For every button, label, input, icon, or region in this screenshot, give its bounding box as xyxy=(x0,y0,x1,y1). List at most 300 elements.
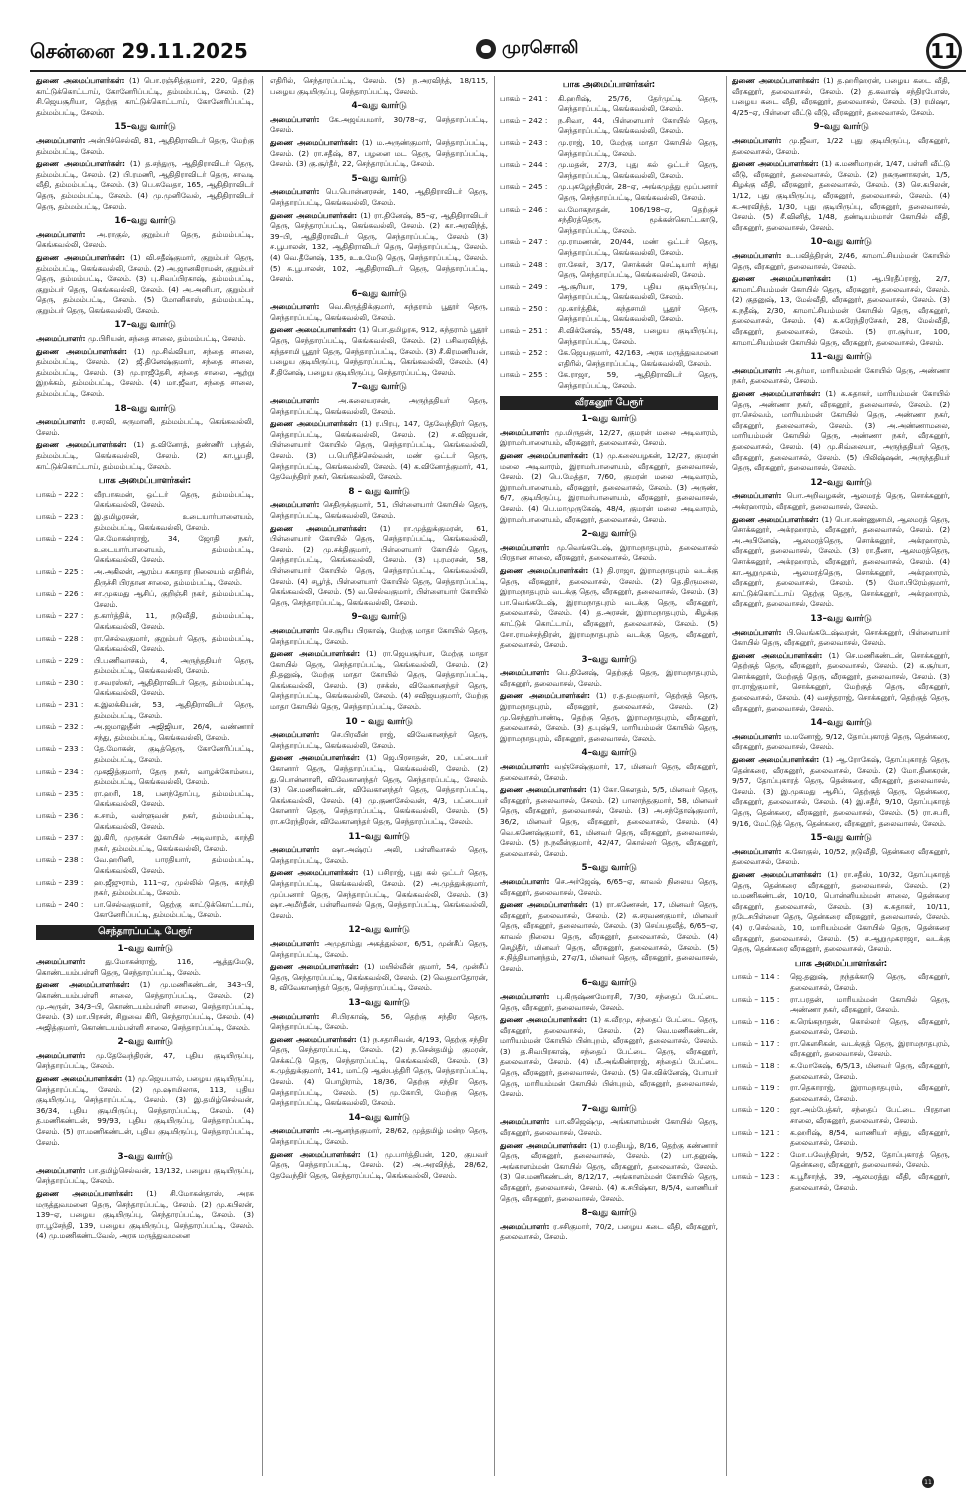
booth-person: த.கார்த்திக், 11, நடுவீதி, தம்மம்பட்டி, கெங்கவல்லி, சேலம். xyxy=(94,611,254,631)
booth-number: பாகம் – 114 : xyxy=(732,972,780,982)
member-entry xyxy=(270,626,488,647)
member-entry xyxy=(500,1222,718,1243)
booth-number: பாகம் – 225 : xyxy=(36,566,84,576)
booth-person: மு.மதன், 27/3, புது கல் ஒட்டர் தெரு, செந்தாரப்பட்டி, கெங்கவல்லி, சேலம். xyxy=(558,160,718,180)
booth-person: கே.ராஜா, 59, ஆதிதிராவிடர் தெரு, செந்தாரப்பட்டி, சேலம். xyxy=(558,370,718,391)
ward-heading: 8 – வது வார்டு xyxy=(348,486,410,497)
ward-heading: 4–வது வார்டு xyxy=(581,748,637,759)
section-banner: செந்தாரப்பட்டி பேரூர் xyxy=(36,925,254,940)
booth-person: சு.மோகேஷ், 6/5/13, மினவர் தெரு, வீரகனூர், தலைவாசல், சேலம். xyxy=(790,1061,950,1081)
booth-person: கி.ஹரிஷ், 25/76, தேர்முட்டி தெரு, செந்தாரப்பட்டி, கெங்கவல்லி, சேலம். xyxy=(558,93,718,114)
booth-number: பாகம் – 224 : xyxy=(36,534,84,544)
entry-text: அ.ஆனந்தகுமார், 28/62, முத்தமிழ் மன்ற தெரு, செந்தாரப்பட்டி, சேலம். xyxy=(270,1126,488,1147)
member-entry xyxy=(500,1015,718,1100)
ward-heading: 18–வது வார்டு xyxy=(114,403,176,414)
member-entry xyxy=(500,566,718,651)
booth-number: பாகம் – 255 : xyxy=(500,370,548,380)
booth-entry xyxy=(732,1017,950,1038)
booth-number: பாகம் – 252 : xyxy=(500,348,548,358)
role-label: அமைப்பாளர்: xyxy=(36,957,86,967)
member-entry xyxy=(36,1189,254,1242)
booth-person: ஜெ.தனுஷ், நந்தக்காடு தெரு, வீரகனூர், தலைவாசல், சேலம். xyxy=(790,972,950,992)
role-label: அமைப்பாளர்: xyxy=(732,627,782,637)
entry-text: (1) ரா.ஜெயசூர்யா, மேற்கு மாதா கோயில் தெரு, செந்தாரப்பட்டி, கெங்கவல்லி, சேலம். (2) தி.தனுஷ், மேற்கு மாதா கோயில் தெரு, செந்தாரப்பட்டி, கெங்கவல்லி, சேலம். (3) ரசக்ஸ், விவேகானந்தர் தெரு, செந்தாரப்பட்டி, கெங்கவல்லி, சேலம். (4) சவிஜயகுமார், மேற்கு மாதா கோயில் தெரு, செந்தாரப்பட்டி, சேலம். xyxy=(270,649,488,712)
entry-text: (1) கோ.கௌதம், 5/5, மினவர் தெரு, வீரகனூர், தலைவாசல், சேலம். (2) பாலாந்தகுமார், 58, மினவர் தெரு, வீரகனூர், தலைவாசல், சேலம். (3) அ.சந்தோஷ்குமார், 36/2, மினவர் தெரு, வீரகனூர், தலைவாசல், சேலம். (4) வெ.கணேஷ்குமார், 61, மினவர் தெரு, வீரகனூர், தலைவாசல், சேலம். (5) ந.நவீன்குமார், 42/47, கொல்லர் தெரு, வீரகனூர், தலைவாசல், சேலம். xyxy=(500,785,718,858)
member-entry xyxy=(270,302,488,323)
role-label: அமைப்பாளர்: xyxy=(270,302,320,312)
role-label: துணை அமைப்பாளர்கள்: xyxy=(270,523,367,533)
role-label: துணை அமைப்பாளர்கள்: xyxy=(500,900,588,910)
booth-entry xyxy=(500,138,718,159)
booth-person: சி.விக்னேஷ், 55/48, பழைய குடியிருப்பு, செந்தாரப்பட்டி, சேலம். xyxy=(558,326,718,346)
member-entry xyxy=(36,347,254,400)
member-entry xyxy=(36,76,254,118)
booth-number: பாகம் – 241 : xyxy=(500,93,548,103)
role-label: அமைப்பாளர்: xyxy=(732,731,782,741)
booth-number: பாகம் – 234 : xyxy=(36,766,84,776)
member-entry xyxy=(270,845,488,866)
role-label: அமைப்பாளர்: xyxy=(732,491,782,501)
booth-number: பாகம் – 227 : xyxy=(36,611,84,621)
ward-heading: 9–வது வார்டு xyxy=(351,612,407,623)
booth-person: மோ.பவேந்திரன், 9/52, தோப்புகாரத் தெரு, தென்கரை, வீரகனூர், தலைவாசல், சேலம். xyxy=(790,1149,950,1170)
booth-person: அ.அகிலன், ஆரம்ப சுகாதார நிலையம் எதிரில், திருச்சி பிரதான சாலை, தம்மம்பட்டி, சேலம். xyxy=(94,566,254,587)
role-label: அமைப்பாளர்: xyxy=(732,846,782,856)
booth-entry xyxy=(36,678,254,699)
entry-text: (1) ர.த.தமகுமார், தெற்குத் தெரு, இராமநாதபுரம், வீரகனூர், தலைவாசல், சேலம். (2) மு.செந்தூர்பாண்டி, தெற்கு தெரு, இராமநாதபுரம், வீரகனூர், தலைவாசல், சேலம். (3) த.புஷ்பி, மாரியம்மன் கோயில் தெரு, இராமநாதபுரம், வீரகனூர், தலைவாசல், சேலம். xyxy=(500,691,718,743)
member-entry xyxy=(500,1141,718,1205)
header-date: சென்னை 29.11.2025 xyxy=(30,38,248,63)
entry-text: (1) மு.கலையழகன், 12/27, குமரன் மலை அடிவாரம், இராமர்பாளையம், வீரகனூர், தலைவாசல், சேலம். (2) பெ.மேத்தா, 7/60, குமரன் மலை அடிவாரம், இராமர்பாளையம், வீரகனூர், தலைவாசல், சேலம். (3) அருண், 6/7, குடியிருப்பு, இராமர்பாளையம், வீரகனூர், தலைவாசல், சேலம். (4) பெ.மாமுருகேஷ், 48/4, குமரன் மலை அடிவாரம், இராமர்பாளையம், வீரகனூர், தலைவாசல், சேலம். xyxy=(500,451,718,524)
entry-text: ர.சசிகுமார், 70/2, பழைய கடை வீதி, வீரகனூர், தலைவாசல், சேலம். xyxy=(500,1221,718,1242)
booth-person: பா.செல்வகுமார், தெற்கு காட்டுக்கொட்டாய், கோனேரிப்பட்டி, தம்மம்பட்டி, சேலம். xyxy=(94,899,254,920)
role-label: துணை அமைப்பாளர்கள்: xyxy=(732,869,822,879)
booth-person: அ.ஜமாலுதீன் அஜிஜியா, 26/4, வண்ணார் சந்து, தம்மம்பட்டி, கெங்கவல்லி, சேலம். xyxy=(94,722,254,742)
entry-text: மு.வெங்கடேஷ், இராமநாதபுரம், தலைவாசல் பிரதான சாலை, வீரகனூர், தலைவாசல், சேலம். xyxy=(500,542,718,563)
member-entry xyxy=(270,419,488,483)
masthead xyxy=(476,38,579,60)
entry-text: (1) க.சுதாகர், மாரியம்மன் கோயில் தெரு, அண்ணா நகர், வீரகனூர், தலைவாசல், சேலம். (2) ரா.செல்வம், மாரியம்மன் கோயில் தெரு, அண்ணா நகர், வீரகனூர், தலைவாசல், சேலம். (3) அ.அண்ணாமலை, மாரியம்மன் கோயில் தெரு, அண்ணா நகர், வீரகனூர், தலைவாசல், சேலம். (4) மு.சிவ்லையா, அருந்ததியர் தெரு, வீரகனூர், தலைவாசல், சேலம். (5) பிலிஷ்ஷன், அருந்ததியர் தெரு, வீரகனூர், தலைவாசல், சேலம். xyxy=(732,389,950,473)
booth-number: பாகம் – 235 : xyxy=(36,788,84,798)
booth-entry xyxy=(500,237,718,258)
entry-text: சி.பிரகாஷ், 56, தெற்கு சந்திர தெரு, செந்தாரப்பட்டி, சேலம். xyxy=(270,1011,488,1032)
entry-text: (1) செ.மணிகண்டன், சொக்கனூர், தெற்குத் தெரு, வீரகனூர், தலைவாசல், சேலம். (2) க.சூர்யா, சொக்கனூர், மேற்குத் தெரு, வீரகனூர், தலைவாசல், சேலம். (3) ரா.ராஜ்குமார், சொக்கனூர், மேற்குத் தெரு, வீரகனூர், தலைவாசல், சேலம். (4) வசந்தராஜ், சொக்கனூர், தெற்குத் தெரு, வீரகனூர், தலைவாசல், சேலம். xyxy=(732,650,950,713)
entry-text: எதிரில், செந்தாரப்பட்டி, சேலம். (5) ந.அரவிந்த், 18/115, பழைய குடியிருப்பு, செந்தாரப்பட்டி, சேலம். xyxy=(270,76,488,96)
entry-text: (1) ஆ.ரோகேஷ், தோப்புகாரத் தெரு, தென்கரை, வீரகனூர், தலைவாசல், சேலம். (2) மோ.தினகரன், 9/57, தோப்புகாரத் தெரு, தென்கரை, வீரகனூர், தலைவாசல், சேலம். (3) இ.முகமது ஆசிப், தெற்குத் தெரு, தென்கரை, வீரகனூர், தலைவாசல், சேலம். (4) இ.சதீர், 9/10, தோப்புகாரத் தெரு, தென்கரை, வீரகனூர், தலைவாசல், சேலம். (5) ரா.சபரி, 9/16, மேட்டுத் தெரு, தென்கரை, வீரகனூர், தலைவாசல், சேலம். xyxy=(732,755,950,828)
entry-text: (1) ரா.முத்துக்குமரன், 61, பிள்ளையார் கோயில் தெரு, செந்தாரப்பட்டி, கெங்கவல்லி, சேலம். (2) மு.சக்திகுமார், பிள்ளையார் கோயில் தெரு, செந்தாரப்பட்டி, கெங்கவல்லி, சேலம். (3) பு.ரமரசன், 58, பிள்ளையார் கோயில் தெரு, செந்தாரப்பட்டி, கெங்கவல்லி, சேலம். (4) சபூர்த், பிள்ளையார் கோயில் தெரு, செந்தாரப்பட்டி, கெங்கவல்லி, சேலம். (5) வ.செல்வகுமார், பிள்ளையார் கோயில் தெரு, செந்தாரப்பட்டி, கெங்கவல்லி, சேலம். xyxy=(270,523,488,607)
entry-text: பா.வீஜெஷ்மு, அங்காளம்மன் கோயில் தெரு, வீரகனூர், தலைவாசல், சேலம். xyxy=(500,1117,718,1138)
member-entry xyxy=(732,755,950,829)
ward-heading: 15–வது வார்டு xyxy=(114,122,176,133)
entry-text: ம.மனோஜ், 9/12, தோப்புகாரத் தெரு, தென்கரை, வீரகனூர், தலைவாசல், சேலம். xyxy=(732,731,950,752)
ward-heading: 13–வது வார்டு xyxy=(810,613,872,624)
role-label: அமைப்பாளர்: xyxy=(732,365,782,375)
booth-entry xyxy=(36,789,254,810)
booth-entry xyxy=(732,1105,950,1126)
member-entry xyxy=(732,870,950,955)
booth-entry xyxy=(732,972,950,993)
booth-number: பாகம் – 118 : xyxy=(732,1061,780,1071)
entry-text: (1) ரா.தினேஷ், 85–ஏ, ஆதிதிராவிடர் தெரு, செந்தாரப்பட்டி, கெங்கவல்லி, சேலம். (2) கா.அரவிந்த், 39–பி, ஆதிதிராவிடர் தெரு, செந்தாரப்பட்டி, சேலம் (3) ச.பூபாலன், 132, ஆதிதிராவிடர் தெரு, செந்தாரப்பட்டி, சேலம். (4) வெ.தீனேஷ், 135, உ.உமேடு தெரு, செந்தாரப்பட்டி, சேலம். (5) சு.பூபாலன், 102, ஆதிதிராவிடர் தெரு, செந்தாரப்பட்டி, சேலம். xyxy=(270,210,488,284)
member-entry xyxy=(270,76,488,97)
member-entry xyxy=(270,1035,488,1109)
booth-entry xyxy=(732,1083,950,1104)
column-2 xyxy=(270,76,488,1476)
booth-number: பாகம் – 240 : xyxy=(36,899,84,909)
ward-heading: 12–வது வார்டு xyxy=(348,925,410,936)
booth-number: பாகம் – 122 : xyxy=(732,1149,780,1159)
member-entry xyxy=(500,668,718,689)
booth-number: பாகம் – 236 : xyxy=(36,811,84,820)
member-entry xyxy=(36,417,254,438)
entry-text: அ.தர்மா, மாரியம்மன் கோயில் தெரு, அண்ணா நகர், தலைவாசல், சேலம். xyxy=(732,365,950,386)
entry-text: ர.சரவி, சுருமானி, தம்மம்பட்டி, கெங்கவல்லி, சேலம். xyxy=(36,417,254,437)
booth-person: ரா.ஹரி, 18, பனந்தோப்பு, தம்மம்பட்டி, கெங்கவல்லி, சேலம். xyxy=(94,788,254,809)
booth-entry xyxy=(36,490,254,511)
entry-text: து.மோகன்ராஜ், 116, ஆத்துமேடு, கொண்டயம்பள்ளி தெரு, செந்தாரப்பட்டி, சேலம். xyxy=(36,957,254,977)
entry-text: (1) தி.ராஜா, இராமநாதபுரம் வடக்கு தெரு, வீரகனூர், தலைவாசல், சேலம். (2) தெ.திருமலை, இராமநாதபுரம் வடக்கு தெரு, வீரகனூர், தலைவாசல், சேலம். (3) பா.வெங்கடேஷ், இராமநாதபுரம் வடக்கு தெரு, வீரகனூர், தலைவாசல், சேலம். (4) த.அரசன், இராமநாதபுரம், கிழக்கு காட்டுக் கொட்டாய், வீரகனூர், தலைவாசல், சேலம். (5) சோ.ராமச்சந்திரன், இராமநாதபுரம் வடக்கு தெரு, வீரகனூர், தலைவாசல், சேலம். xyxy=(500,565,718,650)
booth-entry xyxy=(500,182,718,203)
booth-number: பாகம் – 232 : xyxy=(36,722,84,732)
entry-text: பெ.பொன்னரசன், 140, ஆதிதிராவிடர் தெரு, செந்தாரப்பட்டி, கெங்கவல்லி, சேலம். xyxy=(270,187,488,207)
ward-heading: 16–வது வார்டு xyxy=(114,216,176,227)
role-label: துணை அமைப்பாளர்கள்: xyxy=(732,76,820,85)
booth-entry xyxy=(500,304,718,325)
role-label: அமைப்பாளர்: xyxy=(500,991,550,1001)
entry-text: பா.தமிழ்செல்வன், 13/132, பழைய குடியிருப்பு, செந்தாரப்பட்டி, சேலம். xyxy=(36,1165,254,1186)
booth-person: ரா.தெகாராஜ், இராமநாதபுரம், வீரகனூர், தலைவாசல், சேலம். xyxy=(790,1083,950,1103)
entry-text: உ.பவித்திரன், 2/46, காமாட்சியம்மன் கோயில் தெரு, வீரகனூர், தலைவாசல், சேலம். xyxy=(732,250,950,271)
member-entry xyxy=(500,1117,718,1138)
booth-number: பாகம் – 250 : xyxy=(500,303,548,313)
entry-text: (1) பொ.தமிழரசு, 912, சுந்தராம் பூதூர் தெரு, செந்தாரப்பட்டி, கெங்கவல்லி, சேலம். (2) பசிவரவிந்த், கந்தசாமி பூதூர் தெரு, செந்தாரப்பட்டி, சேலம். (3) சீ.கிரமணியன், பழைய குடியிருப்பு, செந்தாரப்பட்டி, கெங்கவல்லி, சேலம். (4) சீ.தினேஷ், பழைய குடியிருப்பு, செந்தாரப்பட்டி, சேலம். xyxy=(270,325,488,377)
entry-text: செ.அர்ஜேஷ், 6/65–ஏ, காவல் நிலைய தெரு, வீரகனூர், தலைவாசல், சேலம். xyxy=(500,876,718,897)
entry-text: (1) ஜெ.பிரசாதன், 20, பட்டையர் கோனார் தெரு, செந்தாரப்பட்டி, கெங்கவல்லி, சேலம். (2) து.பொன்னாளி, விவேகானந்தர் தெரு, செந்தாரப்பட்டி, சேலம். (3) செ.மணிகண்டன், விவேகானந்தர் தெரு, செந்தாரப்பட்டி, கெங்கவல்லி, சேலம். (4) மு.குணசேல்வன், 4/3, பட்டையர் கோனார் தெரு, செந்தாரப்பட்டி, கெங்கவல்லி, சேலம். (5) ரா.சுரேந்திரன், விவேகானந்தர் தெரு, செந்தாரப்பட்டி, சேலம். xyxy=(270,753,488,826)
role-label: அமைப்பாளர்: xyxy=(36,135,86,145)
booth-person: சு.சாம், வள்ளுவன் நகர், தம்மம்பட்டி, கெங்கவல்லி, சேலம். xyxy=(94,811,254,831)
member-entry xyxy=(732,515,950,610)
member-entry xyxy=(270,868,488,921)
booth-entry xyxy=(500,282,718,303)
entry-text: (1) த.ஹரிஹரன், பழைய கடை வீதி, வீரகனூர், தலைவாசல், சேலம். (2) த.கவாஷ் சந்திரபோஸ், பழைய கடை வீதி, வீரகனூர், தலைவாசல், சேலம். (3) ரமிஷா, 4/25–ஏ, பிள்ளை வீட்டு வீடு, வீரகனூர், தலைவாசல், சேலம். xyxy=(732,76,950,117)
member-entry xyxy=(500,451,718,525)
booth-entry xyxy=(36,512,254,533)
booth-entry xyxy=(36,878,254,899)
member-entry xyxy=(732,159,950,233)
member-entry xyxy=(36,1051,254,1072)
role-label: அமைப்பாளர்: xyxy=(270,187,320,197)
booth-person: வ.மோகநாதன், 106/198–ஏ, தெற்குச் சந்திரத்தெரு, மூக்கன்கொட்டகாடு, செந்தாரப்பட்டி, சேலம். xyxy=(558,204,718,235)
role-label: துணை அமைப்பாளர்கள்: xyxy=(500,1015,588,1025)
booth-person: மு.புகழேந்திரன், 28–ஏ, அங்கமுத்து மூப்பனார் தெரு, செந்தாரப்பட்டி, கெங்கவல்லி, சேலம். xyxy=(558,182,718,202)
ward-heading: பாக அமைப்பாளர்கள்: xyxy=(794,958,888,969)
booth-person: தே.மோகன், குடித்தெரு, கோனேரிப்பட்டி, தம்மம்பட்டி, சேலம். xyxy=(94,744,254,765)
entry-text: ஷா.அஷ்ரப் அலி, பள்ளிவாசல் தெரு, செந்தாரப்பட்டி, சேலம். xyxy=(270,845,488,865)
entry-text: (1) க.மணிமாறன், 1/47, பள்ளி வீட்டு வீடு, வீரகனூர், தலைவாசல், சேலம். (2) நகருணாகரன், 1/5, கிழக்கு வீதி, வீரகனூர், தலைவாசல், சேலம். (3) செ.கபிலன், 1/12, புது குடியிருப்பு, வீரகனூர், தலைவாசல், சேலம். (4) க.அரவிந்த், 1/30, புது குடியிருப்பு, வீரகனூர், தலைவாசல், சேலம். (5) சீ.வினித், 1/48, தண்டியம்மாள் கோயில் வீதி, வீரகனூர், தலைவாசல், சேலம். xyxy=(732,159,950,232)
role-label: துணை அமைப்பாளர்கள்: xyxy=(500,691,590,701)
member-entry xyxy=(732,628,950,649)
member-entry xyxy=(36,1074,254,1148)
booth-entry xyxy=(732,1061,950,1082)
role-label: துணை அமைப்பாளர்கள்: xyxy=(732,274,832,284)
booth-person: பி.பணிவாசகம், 4, அருந்ததியர் தெரு, தம்மம்பட்டி, கெங்கவல்லி, சேலம். xyxy=(94,655,254,676)
member-entry xyxy=(270,1126,488,1147)
ward-heading: 17–வது வார்டு xyxy=(114,320,176,331)
booth-entry xyxy=(500,116,718,137)
role-label: அமைப்பாளர்: xyxy=(36,1165,86,1175)
role-label: அமைப்பாளர்: xyxy=(270,625,320,635)
ward-heading: 3–வது வார்டு xyxy=(117,1152,173,1163)
member-entry xyxy=(732,491,950,512)
ward-heading: பாக அமைப்பாளர்கள்: xyxy=(98,476,192,487)
ward-heading: 7–வது வார்டு xyxy=(351,382,407,393)
ward-heading: 4–வது வார்டு xyxy=(351,101,407,112)
booth-entry xyxy=(500,160,718,181)
booth-entry xyxy=(36,567,254,588)
booth-number: பாகம் – 244 : xyxy=(500,160,548,170)
member-entry xyxy=(500,691,718,744)
booth-person: க.இலக்கியன், 53, ஆதிதிராவிடர் தெரு, தம்மம்பட்டி, சேலம். xyxy=(94,700,254,720)
role-label: துணை அமைப்பாளர்கள்: xyxy=(732,755,820,765)
member-entry xyxy=(270,325,488,378)
role-label: அமைப்பாளர்: xyxy=(270,938,320,948)
ward-heading: 5–வது வார்டு xyxy=(351,173,407,184)
booth-number: பாகம் – 238 : xyxy=(36,855,84,865)
role-label: துணை அமைப்பாளர்கள்: xyxy=(36,980,130,990)
booth-entry xyxy=(500,94,718,115)
booth-person: வீரபாகமன், ஒட்டர் தெரு, தம்மம்பட்டி, கெங்கவல்லி, சேலம். xyxy=(94,489,254,510)
page-header xyxy=(30,34,966,72)
role-label: துணை அமைப்பாளர்கள்: xyxy=(270,210,358,220)
entry-text: (1) ரா.கணேசன், 17, மினவர் தெரு, வீரகனூர், தலைவாசல், சேலம். (2) சு.சரவணகுமார், மினவர் தெரு, வீரகனூர், தலைவாசல், சேலம். (3) செய்யதவீத், 6/65–ஏ, காவல் நிலைய தெரு, வீரகனூர், தலைவாசல், சேலம். (4) செழிதீர், மினவர் தெரு, வீரகனூர், தலைவாசல், சேலம். (5) ச.நித்தியானந்தம், 27ஏ/1, மினவர் தெரு, வீரகனூர், தலைவாசல், சேலம். xyxy=(500,900,718,973)
ward-heading: பாக அமைப்பாளர்கள்: xyxy=(562,80,656,90)
booth-number: பாகம் – 123 : xyxy=(732,1172,780,1181)
entry-text: (1) ஆ.பிரதீப்ராஜ், 2/7, காமாட்சியம்மன் கோயில் தெரு, வீரகனூர், தலைவாசல், சேலம். (2) குதனுஷ், 13, மேல்வீதி, வீரகனூர், தலைவாசல், சேலம். (3) க.நதீஷ், 2/30, காமாட்சியம்மன் கோயில் தெரு, வீரகனூர், தலைவாசல், சேலம். (4) க.சுரேந்திரசேகர், 28, மேல்வீதி, வீரகனூர், தலைவாசல், சேலம். (5) ரா.சூர்யா, 100, காமாட்சியம்மன் கோயில் தெரு, வீரகனூர், தலைவாசல், சேலம். xyxy=(732,274,950,347)
member-entry xyxy=(270,396,488,417)
column-divider xyxy=(726,76,727,1476)
entry-text: (1) க.வீரமு, சந்தைப் பேட்டை தெரு, வீரகனூர், தலைவாசல், சேலம். (2) வெ.மணிகண்டன், மாரியம்மன் கோயில் பின்புறம், வீரகனூர், தலைவாசல், சேலம். (3) த.சிவபிரகாஷ், சந்தைப் பேட்டை தெரு, வீரகனூர், தலைவாசல், சேலம். (4) மீ.அங்கிண்ராஜ், சந்தைப் பேட்டை தெரு, வீரகனூர், தலைவாசல், சேலம். (5) செ.விக்னேஷ், போயர் தெரு, மாரியம்மன் கோயில் பின்புறம், வீரகனூர், தலைவாசல், சேலம். xyxy=(500,1015,718,1099)
booth-entry xyxy=(36,900,254,921)
role-label: துணை அமைப்பாளர்கள்: xyxy=(732,514,819,524)
booth-entry xyxy=(36,811,254,832)
entry-text: பொ.அறிவழகன், ஆலமரத் தெரு, சொக்கனூர், அக்ரஹாரம், வீரகனூர், தலைவாசல், சேலம். xyxy=(732,491,950,511)
entry-text: (1) பொ.ரஞ்சித்குமார், 220, தெற்கு காட்டுக்கொட்டாய், கோனேரிப்பட்டி, தம்மம்பட்டி, சேலம். (2) சி.ஜெயசூரியா, தெற்கு காட்டுக்கொட்டாய், கோனேரிப்பட்டி, தம்மம்பட்டி, சேலம். xyxy=(36,76,254,117)
entry-text: (1) வி.சதீஷ்குமார், குறும்பர் தெரு, தம்மம்பட்டி, கெங்கவல்லி, சேலம். (2) அ.ஜானகிராமன், குறும்பர் தெரு, தம்மம்பட்டி, சேலம். (3) பு.சிவப்பிரகாஷ், தம்மம்பட்டி, குறும்பர் தெரு, கெங்கவல்லி, சேலம். (4) அ.அனிபா, குறும்பர் தெரு, தம்மம்பட்டி, சேலம். (5) மோனிகாஸ், தம்மம்பட்டி, குறும்பர் தெரு, கெங்கவல்லி, சேலம். xyxy=(36,252,254,315)
ward-heading: 1–வது வார்டு xyxy=(117,943,173,954)
entry-text: வெ.கிருத்திக்குமார், சுந்தராம் பூதூர் தெரு, செந்தாரப்பட்டி, கெங்கவல்லி, சேலம். xyxy=(270,302,488,322)
ward-heading: 6–வது வார்டு xyxy=(351,288,407,299)
member-entry xyxy=(36,980,254,1033)
booth-number: பாகம் – 249 : xyxy=(500,281,548,291)
member-entry xyxy=(270,1012,488,1033)
role-label: அமைப்பாளர்: xyxy=(36,417,86,427)
role-label: அமைப்பாளர்: xyxy=(270,1011,320,1021)
booth-number: பாகம் – 242 : xyxy=(500,115,548,125)
entry-text: மு.பிரியன், சந்தை சாலை, தம்மம்பட்டி, சேலம். xyxy=(85,334,246,344)
ward-heading: 14–வது வார்டு xyxy=(810,718,872,729)
member-entry xyxy=(270,115,488,136)
ward-heading: 1–வது வார்டு xyxy=(581,414,637,425)
booth-entry xyxy=(500,326,718,347)
role-label: துணை அமைப்பாளர்கள்: xyxy=(270,868,359,878)
ward-heading: 11–வது வார்டு xyxy=(348,831,410,842)
booth-person: ரா.சேகர், 3/17, சொக்கன் செட்டியார் சந்து தெரு, செந்தாரப்பட்டி, கெங்கவல்லி, சேலம். xyxy=(558,259,718,280)
entry-text: (1) மு.ஜெயபால், பழைய குடியிருப்பு, செந்தாரப்பட்டி, சேலம். (2) மு.ஷாமிலாசு, 113, புதிய குடியிருப்பு, செந்தாரப்பட்டி, சேலம். (3) இ.தமிழ்செல்வன், 36/34, புதிய குடியிருப்பு, செந்தாரப்பட்டி, சேலம். (4) த.மணிகண்டன், 99/93, புதிய குடியிருப்பு, செந்தாரப்பட்டி, சேலம். (5) ரா.மணிகண்டன், புதிய குடியிருப்பு, செந்தாரப்பட்டி, சேலம். xyxy=(36,1074,254,1147)
booth-person: ந.சிவா, 44, பிள்ளையார் கோயில் தெரு, செந்தாரப்பட்டி, கெங்கவல்லி, சேலம். xyxy=(558,115,718,136)
ward-heading: 8–வது வார்டு xyxy=(581,1208,637,1219)
role-label: அமைப்பாளர்: xyxy=(270,396,320,406)
booth-person: க.ஹரிஷ், 8/54, வாணியர் சந்து, வீரகனூர், தலைவாசல், சேலம். xyxy=(790,1127,950,1148)
entry-text: (1) சி.மோகன்தாஸ், அரசு மருத்துவமனை தெரு, செந்தாரப்பட்டி, சேலம். (2) மு.கபிலன், 139–ஏ, பழைய குடியிருப்பு, செந்தாரப்பட்டி, சேலம். (3) ரா.பூசேந்தி, 139, பழைய குடியிருப்பு, செந்தாரப்பட்டி, சேலம். (4) மு.மணிகண்டவேல், அரசு மருத்துவமனை xyxy=(36,1189,254,1241)
booth-entry xyxy=(732,1039,950,1060)
ward-heading: 13–வது வார்டு xyxy=(348,997,410,1008)
role-label: அமைப்பாளர்: xyxy=(500,1117,550,1127)
entry-text: (1) ர.மதியழ், 8/16, தெற்கு கண்ணார் தெரு, வீரகனூர், தலைவாசல், சேலம். (2) பா.தனுஷ், அங்காளம்மன் கோயில் தெரு, வீரகனூர், தலைவாசல், சேலம். (3) செ.மணிகண்டன், 8/12/17, அங்காளம்மன் கோயில் தெரு, வீரகனூர், தலைவாசல், சேலம். (4) க.சபிஷ்கா, 8/5/4, வாணியர் தெரு, வீரகனூர், தலைவாசல், சேலம். xyxy=(500,1140,718,1203)
role-label: அமைப்பாளர்: xyxy=(732,135,782,145)
role-label: துணை அமைப்பாளர்கள்: xyxy=(36,440,127,450)
booth-number: பாகம் – 116 : xyxy=(732,1016,780,1026)
booth-entry xyxy=(36,534,254,566)
member-entry xyxy=(270,730,488,751)
role-label: துணை அமைப்பாளர்கள்: xyxy=(500,451,589,460)
role-label: அமைப்பாளர்: xyxy=(500,542,550,552)
member-entry xyxy=(36,957,254,978)
member-entry xyxy=(270,962,488,994)
member-entry xyxy=(36,253,254,317)
member-entry xyxy=(500,785,718,859)
booth-entry xyxy=(36,767,254,788)
booth-person: ஜா.அம்பேத்கர், சந்தைப் பேட்டை பிரதான சாலை, வீரகனூர், தலைவாசல், சேலம். xyxy=(790,1105,950,1126)
role-label: துணை அமைப்பாளர்கள்: xyxy=(270,137,358,147)
booth-person: ர.சவரஸ்கர், ஆதிதிராவிடர் தெரு, தம்மம்பட்டி, கெங்கவல்லி, சேலம். xyxy=(94,677,254,698)
entry-text: செ.சூரிய பிரகாஷ், மேற்கு மாதா கோயில் தெரு, செந்தாரப்பட்டி, சேலம். xyxy=(270,625,488,646)
role-label: துணை அமைப்பாளர்கள்: xyxy=(270,753,360,763)
role-label: அமைப்பாளர்: xyxy=(36,229,86,239)
entry-text: வஞ்சேஷ்குமார், 17, மினவர் தெரு, வீரகனூர், தலைவாசல், சேலம். xyxy=(500,762,718,782)
role-label: அமைப்பாளர்: xyxy=(500,668,550,678)
role-label: அமைப்பாளர்: xyxy=(36,1050,86,1060)
entry-text: பெ.தினேஷ், தெற்குத் தெரு, இராமநாதபுரம், வீரகனூர், தலைவாசல், சேலம். xyxy=(500,668,718,688)
ward-heading: 2–வது வார்டு xyxy=(581,529,637,540)
booth-number: பாகம் – 115 : xyxy=(732,994,780,1004)
booth-person: ரா.பரதன், மாரியம்மன் கோயில் தெரு, அண்ணா நகர், வீரகனூர், சேலம். xyxy=(790,994,950,1015)
booth-number: பாகம் – 251 : xyxy=(500,326,548,336)
role-label: அமைப்பாளர்: xyxy=(732,250,782,260)
member-entry xyxy=(732,274,950,348)
role-label: அமைப்பாளர்: xyxy=(270,114,320,124)
booth-number: பாகம் – 248 : xyxy=(500,259,548,269)
booth-person: மு.கார்த்திக், கந்தசாமி பூதூர் தெரு, செந்தாரப்பட்டி, கெங்கவல்லி, சேலம். xyxy=(558,303,718,324)
booth-person: செ.மோகன்ராஜ், 34, ஜோதி நகர், உடையார்பாளையம், தம்மம்பட்டி, கெங்கவல்லி, சேலம். xyxy=(94,534,254,565)
booth-entry xyxy=(732,1172,950,1193)
entry-text: (1) பொ.கண்ணுசாமி, ஆலமரத் தெரு, சொக்கனூர், அக்ரஹாரம், வீரகனூர், தலைவாசல், சேலம். (2) அ.அபினேஷ், ஆலமரத்தெரு, சொக்கனூர், அக்ரஹாரம், வீரகனூர், தலைவாசல், சேலம். (3) ரா.தீனா, ஆலமரத்தெரு, சொக்கனூர், அக்ரஹாரம், வீரகனூர், தலைவாசல், சேலம். (4) கா.ஆறுமுகம், ஆலமரத்தெரு, சொக்கனூர், அக்ரஹாரம், வீரகனூர், தலைவாசல், சேலம். (5) மோ.பிரேம்குமார், காட்டுக்கொட்டாய் தெற்கு தெரு, சொக்கனூர், அக்ரஹாரம், வீரகனூர், தலைவாசல், சேலம். xyxy=(732,514,950,609)
entry-text: (1) த.வினோத், தண்ணீர் பந்தல், தம்மம்பட்டி, கெங்கவல்லி, சேலம். (2) கா.பூபதி, காட்டுக்கொட்டாய், தம்மம்பட்டி, சேலம். xyxy=(36,440,254,471)
booth-number: பாகம் – 239 : xyxy=(36,877,84,887)
role-label: துணை அமைப்பாளர்கள்: xyxy=(732,159,819,169)
entry-text: (1) மு.சிவ்வியா, சந்தை சாலை, தம்மம்பட்டி, சேலம். (2) ஜீ.தினேஷ்குமார், சந்தை சாலை, தம்மம்பட்டி, சேலம். (3) மு.ராஜீதேசி, சந்தை சாலை, ஆற்று இறக்கம், தம்மம்பட்டி, சேலம். (4) மா.ஜீவா, சந்தை சாலை, தம்மம்பட்டி, சேலம். xyxy=(36,346,254,399)
role-label: துணை அமைப்பாளர்கள்: xyxy=(500,785,587,795)
booth-entry xyxy=(36,744,254,765)
role-label: அமைப்பாளர்: xyxy=(500,762,550,772)
booth-entry xyxy=(36,722,254,743)
booth-entry xyxy=(732,995,950,1016)
booth-number: பாகம் – 120 : xyxy=(732,1105,780,1115)
entry-text: அமுதாம்து அகத்துல்லா, 6/51, முன்சீப் தெரு, செந்தாரப்பட்டி, சேலம். xyxy=(270,938,488,959)
booth-number: பாகம் – 119 : xyxy=(732,1083,780,1093)
booth-entry xyxy=(36,611,254,632)
role-label: அமைப்பாளர்: xyxy=(36,334,86,344)
footer-page-badge: 11 xyxy=(922,1476,934,1488)
column-1 xyxy=(36,76,254,1476)
entry-text: (1) ரா.சதீஸ், 10/32, தோப்புகாரத் தெரு, தென்கரை வீரகனூர், தலைவாசல், சேலம். (2) ம.மணிகண்டன், 10/10, பொன்னியம்மன் சாலை, தென்கரை வீரகனூர், தலைவாசல், சேலம். (3) க.சுதாகர், 10/11, நடேசபிள்ளை தெரு, தென்கரை வீரகனூர், தலைவாசல், சேலம். (4) ர.செல்வம், 10, மாரியம்மன் கோயில் தெரு, தென்கரை வீரகனூர், தலைவாசல், சேலம். (5) ச.ஆறுமுகராஜா, வடக்கு தெரு, தென்கரை வீரகனூர், தலைவாசல், சேலம். xyxy=(732,869,950,954)
booth-number: பாகம் – 233 : xyxy=(36,744,84,754)
role-label: துணை அமைப்பாளர்கள்: xyxy=(36,159,125,169)
role-label: துணை அமைப்பாளர்கள்: xyxy=(732,389,821,399)
ward-heading: 5–வது வார்டு xyxy=(581,863,637,874)
member-entry xyxy=(732,651,950,715)
column-4 xyxy=(732,76,950,1476)
booth-number: பாகம் – 121 : xyxy=(732,1127,780,1137)
entry-text: அன்பிச்செல்வி, 81, ஆதிதிராவிடர் தெரு, மேற்கு தம்மம்பட்டி, சேலம். xyxy=(36,135,254,156)
entry-text: மு.மிருதன், 12/27, குமரன் மலை அடிவாரம், இராமர்பாளையம், வீரகனூர், தலைவாசல், சேலம். xyxy=(500,427,718,448)
booth-person: இ.கிரி, முருகன் கோயில் அடிவாரம், காந்தி நகர், தம்மம்பட்டி, கெங்கவல்லி, சேலம். xyxy=(94,833,254,853)
member-entry xyxy=(36,159,254,212)
role-label: துணை அமைப்பாளர்கள்: xyxy=(500,565,589,575)
booth-person: முகஜித்குமார், தேரு நகர், வாழக்கோம்பை, தம்மம்பட்டி, கெங்கவல்லி, சேலம். xyxy=(94,766,254,787)
member-entry xyxy=(732,389,950,474)
booth-entry xyxy=(500,348,718,369)
role-label: துணை அமைப்பாளர்கள்: xyxy=(270,962,359,972)
booth-number: பாகம் – 243 : xyxy=(500,137,548,147)
ward-heading: 10 – வது வார்டு xyxy=(345,716,413,727)
section-banner: வீரகனூர் பேரூர் xyxy=(500,396,718,411)
entry-text: (1) ம.அருண்குமார், செந்தாரப்பட்டி, சேலம். (2) ரா.சதீஷ், 87, பழனை மட தெரு, செந்தாரப்பட்டி, சேலம். (3) கு.சூர்தீர், 22, செந்தாரப்பட்டி, சேலம். xyxy=(270,137,488,169)
role-label: துணை அமைப்பாளர்கள்: xyxy=(270,1034,357,1044)
booth-number: பாகம் – 229 : xyxy=(36,655,84,665)
booth-number: பாகம் – 228 : xyxy=(36,633,84,643)
role-label: துணை அமைப்பாளர்கள்: xyxy=(36,346,127,356)
ward-heading: 6–வது வார்டு xyxy=(581,978,637,989)
newspaper-name: முரசொலி xyxy=(502,38,579,58)
role-label: அமைப்பாளர்: xyxy=(270,845,320,855)
member-entry xyxy=(500,543,718,564)
ward-heading: 10–வது வார்டு xyxy=(810,237,872,248)
entry-text: பு.கிருஷ்ணமோரசி, 7/30, சந்தைப் பேட்டை தெரு, வீரகனூர், தலைவாசல், சேலம். xyxy=(500,991,718,1012)
member-entry xyxy=(36,230,254,251)
booth-entry xyxy=(36,855,254,876)
ward-heading: 11–வது வார்டு xyxy=(810,352,872,363)
booth-person: க.ரெங்கநாதன், கொல்லர் தெரு, வீரகனூர், தலைவாசல், சேலம். xyxy=(790,1016,950,1037)
role-label: அமைப்பாளர்: xyxy=(500,1221,550,1231)
booth-entry xyxy=(36,634,254,655)
ward-heading: 12–வது வார்டு xyxy=(810,477,872,488)
entry-text: (1) மு.மணிகண்டன், 343–பி, கொண்டயம்பள்ளி சாலை, செந்தாரப்பட்டி, சேலம். (2) மு.அருள், 34/3–பி, கொண்டயம்பள்ளி சாலை, செந்தாரப்பட்டி, சேலம். (3) மா.பிரசன், சிறுவை கிரி, செந்தாரப்பட்டி, சேலம். (4) அஜித்குமார், கொண்டயம்பள்ளி சாலை, செந்தாரப்பட்டி, சேலம். xyxy=(36,980,254,1032)
role-label: துணை அமைப்பாளர்கள்: xyxy=(36,252,125,262)
member-entry xyxy=(500,992,718,1013)
booth-person: மு.ராஜ், 10, மேற்கு மாதா கோயில் தெரு, செந்தாரப்பட்டி, சேலம். xyxy=(558,137,718,158)
role-label: துணை அமைப்பாளர்கள்: xyxy=(732,650,823,660)
role-label: துணை அமைப்பாளர்கள்: xyxy=(270,1149,361,1159)
entry-text: செ.பிரவீன் ராஜ், விவேகானந்தர் தெரு, செந்தாரப்பட்டி, கெங்கவல்லி, சேலம். xyxy=(270,730,488,750)
member-entry xyxy=(732,136,950,157)
entry-text: செதிருக்குமார், 51, பிள்ளையார் கோயில் தெரு, செந்தாரப்பட்டி, கெங்கவல்லி, சேலம். xyxy=(270,500,488,520)
member-entry xyxy=(270,649,488,713)
booth-entry xyxy=(732,1128,950,1149)
role-label: அமைப்பாளர்: xyxy=(270,1126,320,1136)
booth-number: பாகம் – 247 : xyxy=(500,237,548,247)
booth-person: இ.தமிழரசன், உடையார்பாளையம், தம்மம்பட்டி, கெங்கவல்லி, சேலம். xyxy=(94,511,254,532)
booth-person: ரா.செல்வகுமார், குறும்பர் தெரு, தம்மம்பட்டி, கெங்கவல்லி, சேலம். xyxy=(94,633,254,654)
